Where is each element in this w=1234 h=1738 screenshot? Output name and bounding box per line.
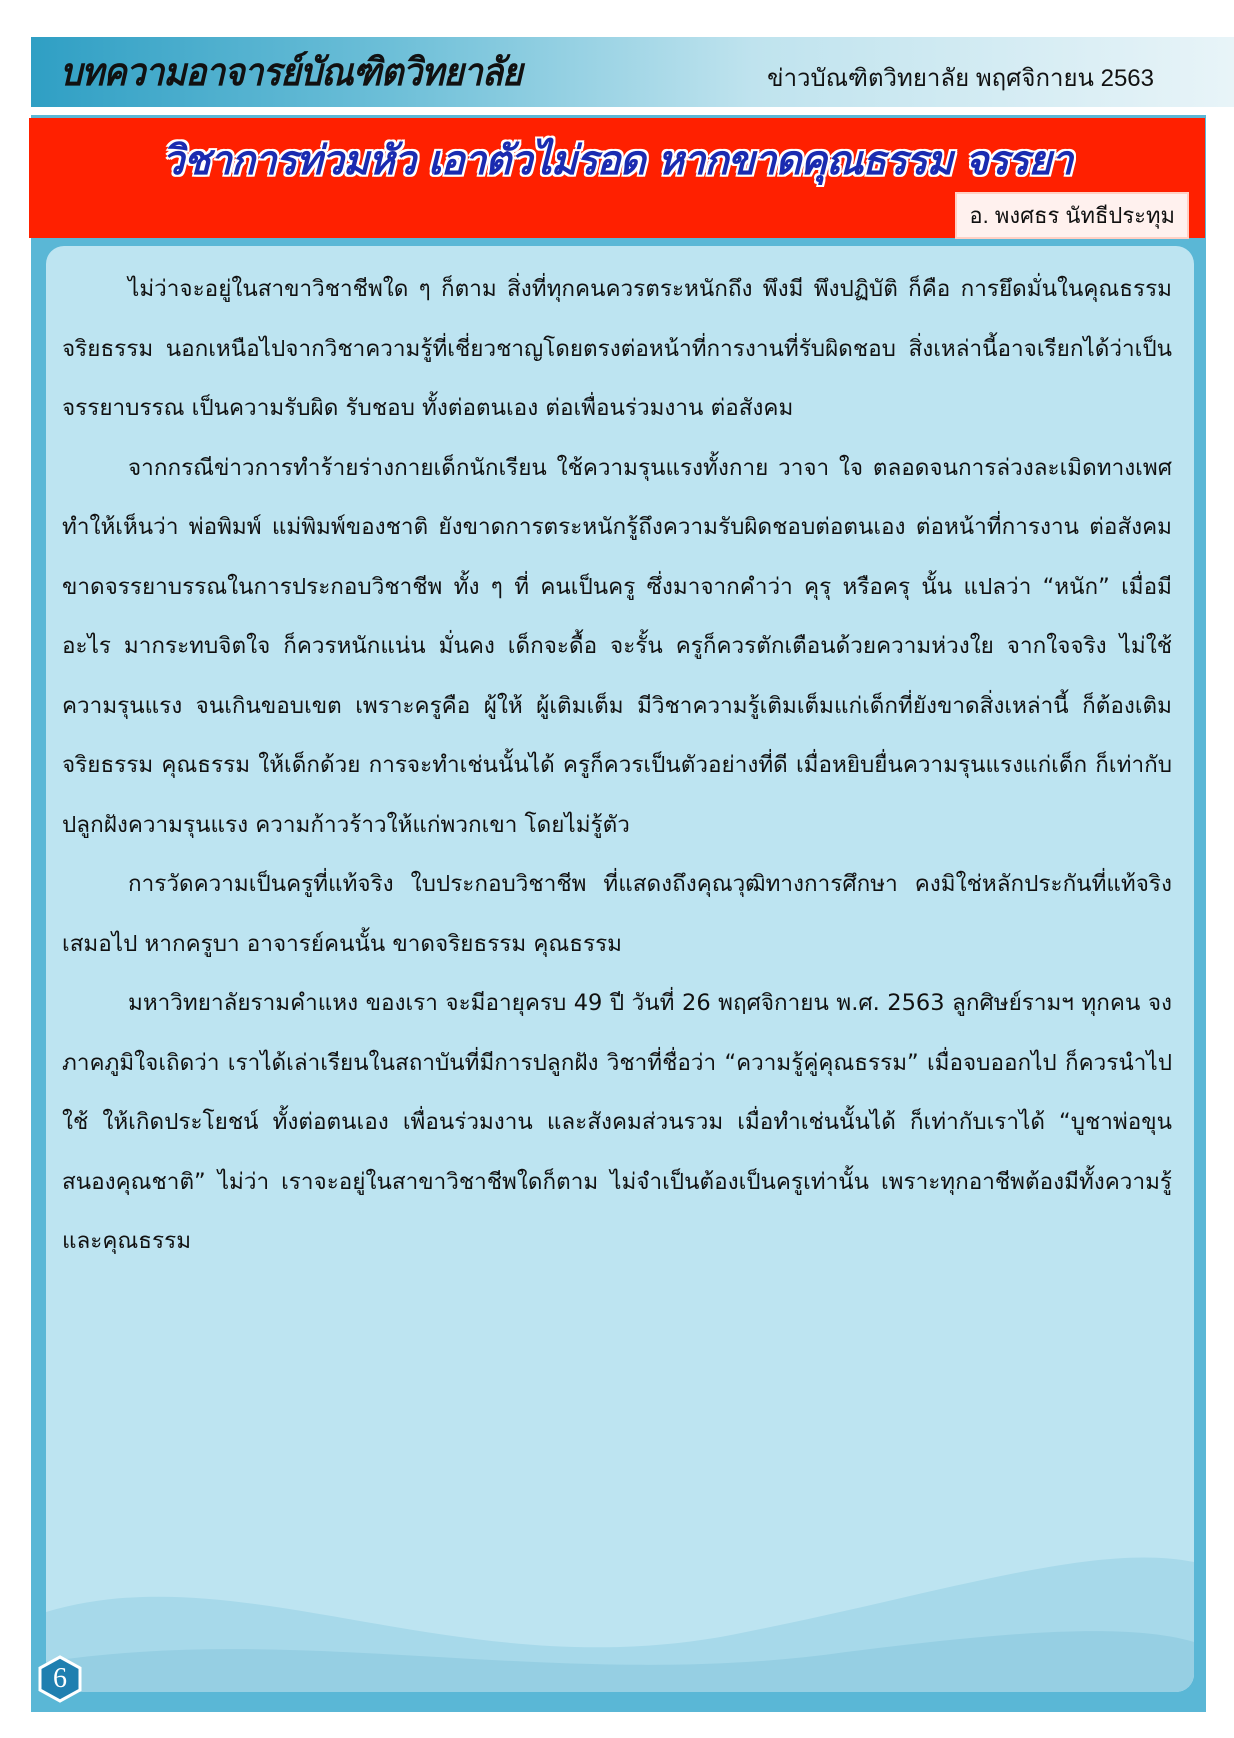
article-body [62,260,1172,1272]
paragraph: การวัดความเป็นครูที่แท้จริง ใบประกอบวิชาชีพ ที่แสดงถึงคุณวุฒิทางการศึกษา คงมิใช่หลักประกันที่แท้จริงเสมอไป หากครูบา อาจารย์คนนั้น ขาดจริยธรรม คุณธรรม [62,871,1172,957]
paragraph: มหาวิทยาลัยรามคำแหง ของเรา จะมีอายุครบ 49 ปี วันที่ 26 พฤศจิกายน พ.ศ. 2563 ลูกศิษย์รามฯ ทุกคน จงภาคภูมิใจเถิดว่า เราได้เล่าเรียนในสถาบันที่มีการปลูกฝัง วิชาที่ชื่อว่า “ความรู้คู่คุณธรรม” เมื่อจบออกไป ก็ควรนำไปใช้ ให้เกิดประโยชน์ ทั้งต่อตนเอง เพื่อนร่วมงาน และสังคมส่วนรวม เมื่อทำเช่นนั้นได้ ก็เท่ากับเราได้ “บูชาพ่อขุน สนองคุณชาติ” ไม่ว่า เราจะอยู่ในสาขาวิชาชีพใดก็ตาม ไม่จำเป็นต้องเป็นครูเท่านั้น เพราะทุกอาชีพต้องมีทั้งความรู้และคุณธรรม [62,990,1172,1254]
author-label: อ. พงศธร นัทธีประทุม [955,192,1189,239]
page-number: 6 [53,1663,67,1694]
issue-label: ข่าวบัณฑิตวิทยาลัย พฤศจิกายน 2563 [767,65,1154,92]
section-title: บทความอาจารย์บัณฑิตวิทยาลัย [60,50,522,94]
article-title: วิชาการท่วมหัว เอาตัวไม่รอด หากขาดคุณธรรม จรรยา [161,138,1073,184]
paragraph: ไม่ว่าจะอยู่ในสาขาวิชาชีพใด ๆ ก็ตาม สิ่งที่ทุกคนควรตระหนักถึง พึงมี พึงปฏิบัติ ก็คือ การยึดมั่นในคุณธรรม จริยธรรม นอกเหนือไปจากวิชาความรู้ที่เชี่ยวชาญโดยตรงต่อหน้าที่การงานที่รับผิดชอบ สิ่งเหล่านี้อาจเรียกได้ว่าเป็น จรรยาบรรณ เป็นความรับผิด รับชอบ ทั้งต่อตนเอง ต่อเพื่อนร่วมงาน ต่อสังคม [62,276,1172,421]
decorative-wave [46,1392,1194,1692]
paragraph: จากกรณีข่าวการทำร้ายร่างกายเด็กนักเรียน ใช้ความรุนแรงทั้งกาย วาจา ใจ ตลอดจนการล่วงละเมิดทางเพศ ทำให้เห็นว่า พ่อพิมพ์ แม่พิมพ์ของชาติ ยังขาดการตระหนักรู้ถึงความรับผิดชอบต่อตนเอง ต่อหน้าที่การงาน ต่อสังคม ขาดจรรยาบรรณในการประกอบวิชาชีพ ทั้ง ๆ ที่ คนเป็นครู ซึ่งมาจากคำว่า คุรุ หรือครุ นั้น แปลว่า “หนัก” เมื่อมีอะไร มากระทบจิตใจ ก็ควรหนักแน่น มั่นคง เด็กจะดื้อ จะรั้น ครูก็ควรตักเตือนด้วยความห่วงใย จากใจจริง ไม่ใช้ความรุนแรง จนเกินขอบเขต เพราะครูคือ ผู้ให้ ผู้เติมเต็ม มีวิชาความรู้เติมเต็มแก่เด็กที่ยังขาดสิ่งเหล่านี้ ก็ต้องเติมจริยธรรม คุณธรรม ให้เด็กด้วย การจะทำเช่นนั้นได้ ครูก็ควรเป็นตัวอย่างที่ดี เมื่อหยิบยื่นความรุนแรงแก่เด็ก ก็เท่ากับปลูกฝังความรุนแรง ความก้าวร้าวให้แก่พวกเขา โดยไม่รู้ตัว [62,454,1172,838]
